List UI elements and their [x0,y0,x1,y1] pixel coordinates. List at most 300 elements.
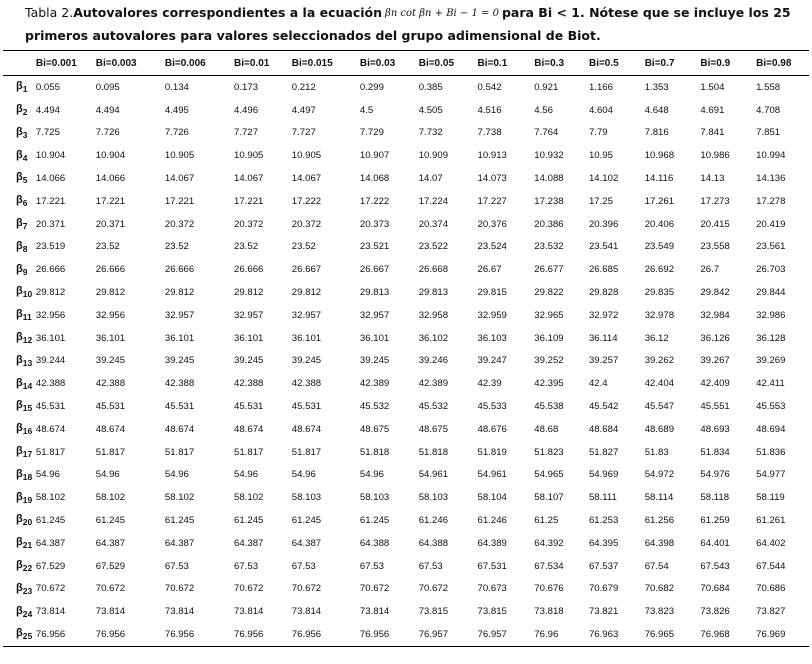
table-row [3,395,809,418]
table-cell: 64.402 [756,537,786,549]
beta-symbol: β [16,308,23,321]
table-cell: 67.54 [644,560,669,572]
table-cell: 70.684 [700,583,730,595]
column-header: Bi=0.05 [415,51,474,76]
table-cell: 70.673 [477,583,507,595]
table-cell: 32.984 [700,309,730,321]
beta-index: 12 [22,335,33,346]
table-cell: 42.388 [35,378,66,390]
table-cell: 20.376 [477,218,507,230]
table-cell: 20.371 [35,218,66,230]
table-cell: 32.965 [534,309,564,321]
table-cell: 39.252 [534,355,564,367]
column-header: Bi=0.9 [696,51,752,76]
column-header: Bi=0.5 [585,51,641,76]
table-cell: 39.247 [477,355,507,367]
table-cell: 17.227 [477,195,507,207]
table-cell: 4.495 [164,104,189,116]
table-cell: 14.067 [291,173,322,185]
row-label [3,327,32,350]
beta-symbol: β [16,513,23,526]
table-cell: 14.066 [35,173,66,185]
table-cell: 39.246 [418,355,449,367]
beta-index: 21 [22,540,33,551]
beta-index: 4 [22,152,28,163]
beta-index: 5 [22,175,28,186]
table-cell: 20.371 [95,218,126,230]
table-cell: 39.267 [700,355,730,367]
table-cell: 58.102 [234,492,264,504]
table-cell: 70.672 [418,583,449,595]
table-body [3,76,809,647]
table-cell: 54.969 [588,469,619,481]
table-cell: 4.494 [35,104,60,116]
table-cell: 17.221 [164,195,195,207]
table-cell: 39.269 [756,355,786,367]
column-header: Bi=0.98 [752,51,809,76]
table-cell: 54.977 [756,469,786,481]
table-row [3,623,809,646]
table-cell: 10.932 [534,150,564,162]
table-cell: 4.648 [644,104,669,116]
table-cell: 29.813 [359,287,390,299]
table-cell: 29.835 [644,287,675,299]
table-cell: 76.956 [161,623,230,646]
table-cell: 23.541 [588,241,619,253]
table-cell: 32.986 [756,309,786,321]
table-cell: 61.245 [291,515,322,527]
table-cell: 64.387 [234,537,264,549]
column-header: Bi=0.01 [230,51,288,76]
table-row [3,76,809,99]
row-label [3,395,32,418]
table-cell: 67.543 [700,560,730,572]
table-cell: 0.173 [234,81,259,93]
table-cell: 0.055 [35,81,60,93]
table-cell: 64.392 [534,537,564,549]
table-cell: 45.532 [418,401,449,413]
table-row [3,441,809,464]
table-cell: 23.561 [756,241,786,253]
column-header: Bi=0.3 [530,51,585,76]
table-cell: 48.674 [234,423,264,435]
table-cell: 48.674 [35,423,66,435]
column-header: Bi=0.006 [161,51,230,76]
beta-symbol: β [16,627,23,640]
row-label [3,122,32,145]
table-cell: 4.516 [477,104,502,116]
table-cell: 48.694 [756,423,786,435]
beta-index: 23 [22,586,33,597]
table-cell: 23.522 [418,241,449,253]
table-cell: 67.53 [291,560,316,572]
table-cell: 48.674 [95,423,126,435]
row-label [3,532,32,555]
table-cell: 14.07 [418,173,443,185]
table-cell: 45.531 [35,401,66,413]
beta-symbol: β [16,239,23,252]
table-cell: 17.278 [756,195,786,207]
table-cell: 42.389 [418,378,449,390]
table-cell: 48.675 [418,423,449,435]
table-cell: 42.388 [291,378,322,390]
table-cell: 17.261 [644,195,675,207]
table-cell: 45.538 [534,401,564,413]
table-cell: 29.828 [588,287,619,299]
table-cell: 17.238 [534,195,564,207]
table-cell: 54.96 [234,469,259,481]
table-cell: 0.542 [477,81,502,93]
table-cell: 17.25 [588,195,613,207]
table-cell: 0.299 [359,81,384,93]
table-cell: 58.103 [359,492,390,504]
column-header: Bi=0.003 [92,51,161,76]
table-cell: 32.957 [234,309,264,321]
table-cell: 1.504 [700,81,725,93]
table-cell: 14.13 [700,173,725,185]
table-cell: 39.245 [95,355,126,367]
beta-symbol: β [16,125,23,138]
table-cell: 0.385 [418,81,443,93]
table-cell: 36.109 [534,332,564,344]
table-cell: 58.102 [95,492,126,504]
table-cell: 58.118 [700,492,730,504]
table-cell: 70.682 [644,583,675,595]
beta-symbol: β [16,171,23,184]
table-cell: 39.244 [35,355,66,367]
table-cell: 45.547 [644,401,675,413]
caption-text-before: Autovalores correspondientes a la ecuación [73,5,383,20]
table-cell: 76.956 [230,623,288,646]
table-cell: 70.672 [35,583,66,595]
table-cell: 7.727 [291,127,316,139]
beta-index: 11 [22,312,32,323]
beta-symbol: β [16,353,23,366]
table-cell: 76.956 [32,623,92,646]
table-row [3,578,809,601]
beta-index: 2 [22,107,28,118]
table-cell: 67.53 [164,560,189,572]
table-cell: 42.389 [359,378,390,390]
table-cell: 7.726 [164,127,189,139]
table-cell: 54.972 [644,469,675,481]
table-cell: 51.83 [644,446,669,458]
table-cell: 70.679 [588,583,619,595]
table-cell: 0.095 [95,81,120,93]
table-cell: 67.53 [418,560,443,572]
table-cell: 17.224 [418,195,449,207]
beta-symbol: β [16,80,23,93]
table-cell: 45.551 [700,401,730,413]
table-cell: 14.067 [234,173,264,185]
table-cell: 1.166 [588,81,613,93]
table-cell: 10.904 [95,150,126,162]
table-cell: 45.542 [588,401,619,413]
table-cell: 20.386 [534,218,564,230]
table-cell: 45.531 [234,401,264,413]
table-cell: 58.103 [291,492,322,504]
table-cell: 73.814 [164,606,195,618]
table-cell: 7.726 [95,127,120,139]
column-header: Bi=0.015 [288,51,356,76]
eigenvalues-table [3,50,809,647]
column-header: Bi=0.03 [356,51,415,76]
caption-label: Tabla 2. [25,5,74,20]
table-cell: 7.764 [534,127,559,139]
table-cell: 73.815 [418,606,449,618]
beta-symbol: β [16,376,23,389]
table-cell: 67.529 [95,560,126,572]
table-cell: 51.827 [588,446,619,458]
beta-symbol: β [16,148,23,161]
table-cell: 20.415 [700,218,730,230]
beta-symbol: β [16,331,23,344]
table-cell: 76.956 [288,623,356,646]
table-cell: 23.521 [359,241,390,253]
table-row [3,464,809,487]
table-cell: 20.419 [756,218,786,230]
table-cell: 54.96 [95,469,120,481]
table-cell: 10.907 [359,150,390,162]
table-cell: 58.103 [418,492,449,504]
table-cell: 64.387 [35,537,66,549]
beta-index: 19 [22,494,33,505]
table-cell: 58.104 [477,492,507,504]
table-cell: 23.549 [644,241,675,253]
table-row [3,509,809,532]
header-corner [3,51,32,76]
table-cell: 7.816 [644,127,669,139]
row-label [3,555,32,578]
beta-index: 8 [22,244,28,255]
table-cell: 48.693 [700,423,730,435]
row-label [3,167,32,190]
table-cell: 10.905 [234,150,264,162]
table-cell: 26.666 [35,264,66,276]
table-cell: 48.675 [359,423,390,435]
table-cell: 48.684 [588,423,619,435]
table-cell: 36.101 [359,332,390,344]
table-cell: 64.388 [359,537,390,549]
table-cell: 54.96 [164,469,189,481]
table-cell: 32.958 [418,309,449,321]
table-cell: 14.073 [477,173,507,185]
table-cell: 1.558 [756,81,781,93]
table-cell: 45.533 [477,401,507,413]
beta-symbol: β [16,399,23,412]
table-cell: 26.666 [234,264,264,276]
beta-symbol: β [16,490,23,503]
table-cell: 64.389 [477,537,507,549]
table-cell: 39.245 [291,355,322,367]
beta-index: 20 [22,517,33,528]
table-cell: 26.703 [756,264,786,276]
table-cell: 7.727 [234,127,259,139]
table-row [3,213,809,236]
beta-symbol: β [16,604,23,617]
table-cell: 4.497 [291,104,316,116]
table-cell: 54.96 [291,469,316,481]
table-row [3,555,809,578]
table-cell: 14.067 [164,173,195,185]
table-cell: 61.261 [756,515,786,527]
table-cell: 7.851 [756,127,781,139]
table-cell: 23.532 [534,241,564,253]
table-cell: 36.12 [644,332,669,344]
table-cell: 23.52 [164,241,189,253]
table-header-row [3,51,809,76]
table-cell: 54.965 [534,469,564,481]
table-cell: 0.134 [164,81,189,93]
table-cell: 51.817 [35,446,66,458]
beta-symbol: β [16,559,23,572]
table-row [3,258,809,281]
beta-symbol: β [16,536,23,549]
row-label [3,304,32,327]
row-label [3,350,32,373]
table-cell: 42.409 [700,378,730,390]
table-cell: 64.387 [95,537,126,549]
table-cell: 51.836 [756,446,786,458]
table-cell: 23.558 [700,241,730,253]
table-cell: 76.957 [474,623,531,646]
beta-index: 13 [22,358,33,369]
table-cell: 14.136 [756,173,786,185]
table-cell: 73.821 [588,606,619,618]
table-cell: 10.986 [700,150,730,162]
table-row [3,350,809,373]
table-cell: 51.834 [700,446,730,458]
table-cell: 73.827 [756,606,786,618]
table-cell: 36.101 [291,332,322,344]
table-cell: 70.672 [95,583,126,595]
table-cell: 58.102 [164,492,195,504]
table-row [3,486,809,509]
table-cell: 42.404 [644,378,675,390]
table-cell: 36.101 [35,332,66,344]
table-cell: 36.101 [164,332,195,344]
beta-symbol: β [16,217,23,230]
table-cell: 23.519 [35,241,66,253]
table-cell: 14.116 [644,173,674,185]
table-cell: 4.5 [359,104,374,116]
caption-equation: βn cot βn + Bi − 1 = 0 [385,8,499,19]
table-cell: 7.729 [359,127,384,139]
table-cell: 4.494 [95,104,120,116]
table-cell: 48.689 [644,423,675,435]
table-cell: 1.353 [644,81,669,93]
table-cell: 17.222 [359,195,390,207]
table-cell: 36.102 [418,332,449,344]
beta-symbol: β [16,285,23,298]
table-cell: 45.532 [359,401,390,413]
table-cell: 32.957 [291,309,322,321]
table-cell: 36.126 [700,332,730,344]
table-cell: 64.398 [644,537,675,549]
beta-symbol: β [16,103,23,116]
table-cell: 61.246 [477,515,507,527]
table-cell: 54.96 [35,469,60,481]
table-cell: 61.245 [164,515,195,527]
table-cell: 32.959 [477,309,507,321]
table-cell: 10.909 [418,150,449,162]
table-row [3,372,809,395]
table-cell: 29.844 [756,287,786,299]
table-cell: 32.956 [35,309,66,321]
beta-symbol: β [16,194,23,207]
table-cell: 54.961 [418,469,449,481]
column-header: Bi=0.1 [474,51,531,76]
table-cell: 23.52 [291,241,316,253]
table-cell: 10.905 [164,150,195,162]
table-cell: 7.732 [418,127,443,139]
table-cell: 39.245 [359,355,390,367]
table-row [3,122,809,145]
beta-symbol: β [16,467,23,480]
beta-symbol: β [16,262,23,275]
table-cell: 67.544 [756,560,786,572]
table-cell: 36.101 [234,332,264,344]
row-label [3,418,32,441]
beta-index: 24 [22,608,33,619]
column-header: Bi=0.001 [32,51,92,76]
table-cell: 61.25 [534,515,559,527]
table-cell: 67.53 [359,560,384,572]
table-cell: 14.066 [95,173,126,185]
table-cell: 29.812 [291,287,322,299]
beta-symbol: β [16,422,23,435]
table-cell: 36.114 [588,332,618,344]
table-cell: 36.103 [477,332,507,344]
table-cell: 20.372 [234,218,264,230]
table-cell: 73.814 [234,606,264,618]
table-row [3,327,809,350]
table-cell: 36.101 [95,332,126,344]
table-cell: 70.676 [534,583,564,595]
table-cell: 4.496 [234,104,259,116]
table-row [3,532,809,555]
table-cell: 70.672 [234,583,264,595]
table-cell: 45.553 [756,401,786,413]
table-cell: 4.505 [418,104,443,116]
table-cell: 58.114 [644,492,674,504]
table-cell: 36.128 [756,332,786,344]
table-cell: 67.531 [477,560,507,572]
table-cell: 70.672 [359,583,390,595]
table-cell: 76.96 [530,623,585,646]
table-cell: 20.374 [418,218,449,230]
table-cell: 61.246 [418,515,449,527]
table-cell: 0.921 [534,81,559,93]
table-cell: 32.957 [359,309,390,321]
table-cell: 54.96 [359,469,384,481]
table-row [3,144,809,167]
table-cell: 29.813 [418,287,449,299]
table-cell: 10.905 [291,150,322,162]
table-cell: 61.253 [588,515,619,527]
table-cell: 64.387 [164,537,195,549]
table-cell: 48.674 [291,423,322,435]
table-cell: 73.814 [291,606,322,618]
table-row [3,236,809,259]
table-cell: 67.534 [534,560,564,572]
beta-index: 1 [22,84,28,95]
column-header: Bi=0.7 [641,51,697,76]
table-cell: 51.817 [234,446,264,458]
table-cell: 26.666 [95,264,126,276]
table-cell: 48.676 [477,423,507,435]
table-cell: 17.273 [700,195,730,207]
